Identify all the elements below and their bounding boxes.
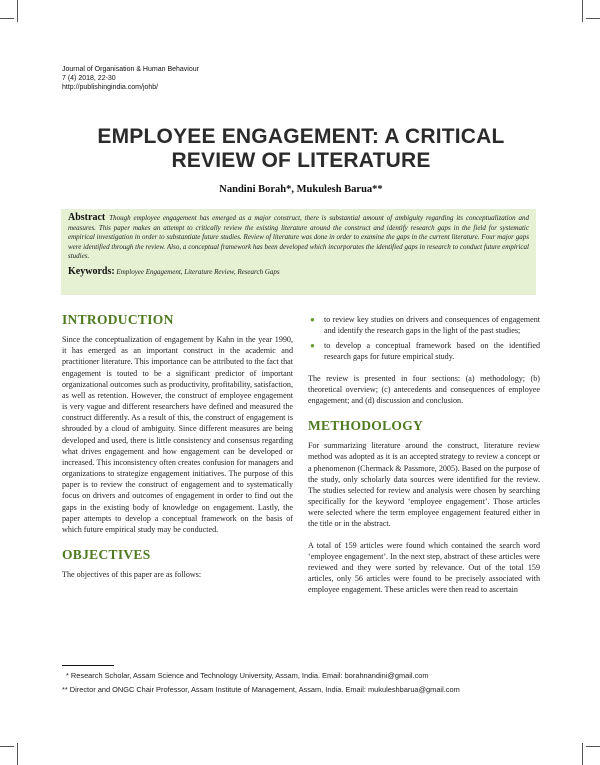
- objective-item-1: to review key studies on drivers and consequences of engagement and identify the research gaps in the light of the past studies;: [324, 315, 540, 336]
- crop-mark-top-right-h: [586, 18, 600, 19]
- list-item: [308, 340, 540, 362]
- methodology-heading: METHODOLOGY: [308, 418, 424, 434]
- bullet-icon: ●: [310, 341, 315, 351]
- article-authors: Nandini Borah*, Mukulesh Barua**: [219, 184, 383, 195]
- abstract-text: Though employee engagement has emerged as a major construct, there is substantial amount of ambiguity regarding its conceptualization and measures. This paper makes an attempt to critically review the existing literature around the construct and identify research gaps in the field for systematic empirical investigation in order to substantiate future studies. Review of literature was done in order to examine the gaps in the current literature. Four major gaps were identified through the review. Also, a conceptual framework has been developed which incorporates the identified gaps in research to conduct future empirical studies.: [68, 214, 529, 261]
- keywords-line: [68, 266, 529, 277]
- abstract-box: [61, 209, 536, 295]
- crop-mark-top-left-h: [0, 18, 14, 19]
- footnote-divider: [62, 665, 114, 666]
- bullet-icon: ●: [310, 315, 315, 324]
- journal-issue: 7 (4) 2018, 22-30: [62, 75, 116, 83]
- methodology-paragraph-1: For summarizing literature around the construct, literature review method was adopted as it is an accepted strategy to review a concept or a phenomenon (Chermack & Passmore, 2005). Based on the purpose of the study, only scholarly data sources were identified for the review. The studies selected for review and analysis were chosen by searching specifically for the keyword ‘employee engagement’. Those articles were selected where the term employee engagement featured either in the title or in the abstract.: [308, 441, 540, 529]
- right-column: [308, 314, 540, 595]
- objective-item-2: to develop a conceptual framework based on the identified research gaps for future empirical study.: [324, 341, 540, 362]
- list-item: [308, 314, 540, 336]
- crop-mark-bottom-left: [17, 743, 18, 765]
- left-column: [62, 314, 293, 580]
- crop-mark-bottom-right-h: [586, 746, 600, 747]
- footnote-1: * Research Scholar, Assam Science and Technology University, Assam, India. Email: borahnandini@gmail.com: [66, 671, 429, 680]
- introduction-text: Since the conceptualization of engagement by Kahn in the year 1990, it has emerged as an important construct in the academic and practitioner literature. This importance can be attributed to the fact that engagement is touted to be a significant predictor of important organizational outcomes such as productivity, profitability, satisfaction, as well as retention. However, the construct of employee engagement is very vague and different researchers have defined and measured the construct differently. As a result of this, the construct of engagement is shrouded by a cloud of ambiguity. Since different measures are being developed and used, there is little consistency and consensus regarding what drives engagement and how engagement can be developed or increased. This inconsistency often creates confusion for managers and organizations to strategize engagement initiatives. The purpose of this paper is to review the construct of engagement and to systematically focus on drivers and outcomes of engagement in order to find out the gaps in the existing body of knowledge on engagement. Lastly, the paper attempts to develop a conceptual framework on the basis of which future empirical study may be conducted.: [62, 335, 293, 534]
- crop-mark-top-left: [17, 0, 18, 22]
- abstract-heading: Abstract: [68, 212, 106, 223]
- journal-name: Journal of Organisation & Human Behaviour: [62, 66, 199, 73]
- crop-mark-top-right: [582, 0, 583, 22]
- abstract-paragraph: [68, 213, 529, 262]
- objectives-intro: The objectives of this paper are as follows:: [62, 570, 202, 580]
- journal-header: [62, 65, 199, 93]
- keywords-text: Employee Engagement, Literature Review, Research Gaps: [116, 267, 280, 276]
- crop-mark-bottom-left-h: [0, 746, 14, 747]
- keywords-heading: Keywords:: [68, 265, 115, 277]
- methodology-paragraph-2: A total of 159 articles were found which contained the search word ‘employee engagement’. In the next step, abstract of these articles were reviewed and they were sorted by relevance. Out of the total 159 articles, only 56 articles were found to be precisely associated with employee engagement. These articles were then read to ascertain: [308, 540, 540, 595]
- objectives-heading: OBJECTIVES: [62, 546, 151, 562]
- objectives-summary: The review is presented in four sections: (a) methodology; (b) theoretical overview; (c) antecedents and consequences of employee engagement; and (d) discussion and conclusion.: [308, 373, 540, 405]
- footnote-2: ** Director and ONGC Chair Professor, Assam Institute of Management, Assam, India. Email: mukuleshbarua@gmail.com: [62, 685, 460, 694]
- journal-url[interactable]: http://publishingindia.com/johb/: [62, 84, 159, 92]
- article-title: EMPLOYEE ENGAGEMENT: A CRITICAL REVIEW OF LITERATURE: [97, 125, 505, 172]
- objectives-list: [308, 314, 540, 363]
- introduction-heading: INTRODUCTION: [62, 312, 174, 327]
- crop-mark-bottom-right: [582, 743, 583, 765]
